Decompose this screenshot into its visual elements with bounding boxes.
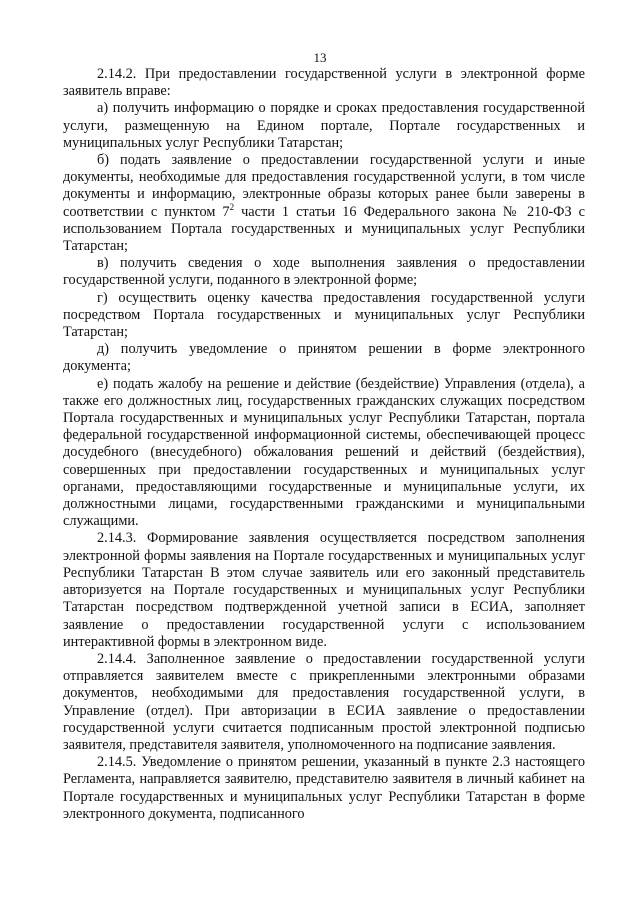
page-number: 13 bbox=[313, 50, 327, 65]
list-item-b-text-1: б) подать заявление о предоставлении государственной услуги и иные документы, необходимые для предоставления государственной услуги, в том числе документы и информацию, электронные образы которых ранее были заверены в соответствии с пунктом 7 bbox=[63, 152, 585, 220]
paragraph-2-14-2: 2.14.2. При предоставлении государственной услуги в электронной форме заявитель вправе: bbox=[63, 66, 585, 100]
list-item-d: д) получить уведомление о принятом решении в форме электронного документа; bbox=[63, 341, 585, 375]
list-item-b bbox=[63, 152, 585, 255]
list-item-g: г) осуществить оценку качества предоставления государственной услуги посредством Портала государственных и муниципальных услуг Республики Татарстан; bbox=[63, 289, 585, 341]
list-item-a: а) получить информацию о порядке и сроках предоставления государственной услуги, размещенную на Едином портале, Портале государственных и муниципальных услуг Республики Татарстан; bbox=[63, 100, 585, 151]
paragraph-2-14-5: 2.14.5. Уведомление о принятом решении, указанный в пункте 2.3 настоящего Регламента, направляется заявителю, представителю заявителя в личный кабинет на Портале государственных и муниципальных услуг Республики Татарстан в форме электронного документа, подписанного bbox=[63, 754, 585, 822]
document-body bbox=[63, 66, 585, 823]
list-item-b-text-2: части 1 статьи 16 Федерального закона № 210-ФЗ с использованием Портала государственных и муниципальных услуг Республики Татарстан; bbox=[63, 203, 585, 255]
superscript: 2 bbox=[229, 201, 235, 212]
paragraph-2-14-3: 2.14.3. Формирование заявления осуществляется посредством заполнения электронной формы заявления на Портале государственных и муниципальных услуг Республики Татарстан В этом случае заявитель или его законный представитель авторизуется на Портале государственных и муниципальных услуг Республики Татарстан посредством подтвержденной учетной записи в ЕСИА, заполняет заявление о предоставлении государственной услуги с использованием интерактивной формы в электронном виде. bbox=[63, 530, 585, 650]
list-item-e: е) подать жалобу на решение и действие (бездействие) Управления (отдела), а также его должностных лиц, государственных гражданских служащих посредством Портала государственных и муниципальных услуг Республики Татарстан, портала федеральной государственной информационной системы, обеспечивающей процесс досудебного (внесудебного) обжалования решений и действий (бездействия), совершенных при предоставлении государственных и муниципальных услуг органами, предоставляющими государственные и муниципальные услуги, их должностными лицами, государственными гражданскими и муниципальными служащими. bbox=[63, 375, 585, 530]
list-item-v: в) получить сведения о ходе выполнения заявления о предоставлении государственной услуги, поданного в электронной форме; bbox=[63, 255, 585, 289]
paragraph-2-14-4: 2.14.4. Заполненное заявление о предоставлении государственной услуги отправляется заявителем вместе с прикрепленными электронными образами документов, необходимыми для предоставления государственной услуги, в Управление (отдел). При авторизации в ЕСИА заявление о предоставлении государственной услуги считается подписанным простой электронной подписью заявителя, представителя заявителя, уполномоченного на подписание заявления. bbox=[63, 650, 585, 753]
